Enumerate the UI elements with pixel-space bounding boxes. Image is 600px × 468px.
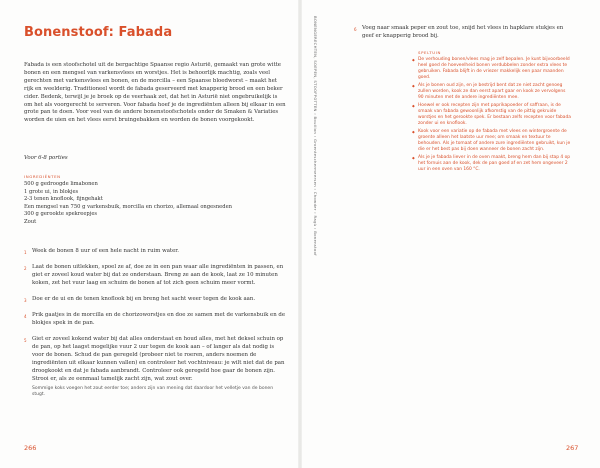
method-step xyxy=(24,264,286,288)
method-step xyxy=(24,296,286,304)
diamond-bullet-icon: ◆ xyxy=(412,58,415,62)
step-number: 5 xyxy=(24,337,27,343)
ingredient-item: 1 grote ui, in blokjes xyxy=(24,188,79,195)
ingredient-item: Een mengsel van 750 g varkensbuik, morcilla en chorizo, allemaal ongesneden xyxy=(24,203,232,210)
tip-text: Kook voor een variatie op de fabada met vlees en wintergroente de groente alleen het laatste uur mee; om smaak en textuur te behouden. Als je tomaat of andere zure ingrediënten gebruikt, kun je die er het best pas bij doen wanneer de bonen zacht zijn. xyxy=(418,128,571,153)
tip-text: Als je je fabada liever in de oven maakt, breng hem dan bij stap 4 op het fornuis aan de kook, dek de pan goed af en zet hem ongeveer 2 uur in een oven van 160 °C. xyxy=(418,154,571,172)
diamond-bullet-icon: ◆ xyxy=(412,103,415,108)
tips-heading: SPELTUIN xyxy=(418,50,441,55)
step-number: 4 xyxy=(24,313,27,319)
step-text: Voeg naar smaak peper en zout toe, snijd het vlees in hapklare stukjes en geef er knapperig brood bij. xyxy=(362,25,564,39)
tip-item xyxy=(412,103,572,127)
section-breadcrumb: BONENGERECHTEN, SOEPEN, STOOFPOTTEN › Bouillon › Groenteschermeersen › Chowder › Ragù › Bonenstoof xyxy=(313,16,318,256)
ingredients-list xyxy=(24,181,232,226)
step-number: 6 xyxy=(354,26,357,32)
ingredient-item: 500 g gedroogde limabonen xyxy=(24,181,98,187)
book-gutter xyxy=(298,0,302,468)
tip-item xyxy=(412,83,572,101)
step-number: 2 xyxy=(24,265,27,271)
step-text: Laat de bonen uitlekken, spoel ze af, doe ze in een pan waar alle ingrediënten in passen, en giet er zoveel koud water bij dat ze onderstaan. Breng ze aan de kook, laat ze 10 minuten koken, zet het vuur laag en schuim de bonen af tot zich geen schuim meer vormt. xyxy=(32,264,284,286)
recipe-intro: Fabada is een stoofschotel uit de bergachtige Spaanse regio Asturië, gemaakt van grote witte bonen en een mengsel van varkensvlees en worstjes. Het is behoorlijk machtig, zoals veel gerechten met varkensvlees en bonen, en de morcilla – een Spaanse bloedworst – maakt het rijk en weelderig. Traditioneel wordt de fabada geserveerd met knapperig brood en een beker cider. Bedenk, terwijl je je broek op de veerhaak zet, dat het in Asturië niet ongebruikelijk is om het als voorgerecht te serveren. Voor fabada hoef je de ingrediënten alleen bij elkaar in een grote pan te doen. Voor veel van de andere bonenstoofschotels onder de Smaken & Variaties worden de uien en het vlees eerst bruingebakken en worden de bonen voorgekookt. xyxy=(24,62,286,124)
step-text: Prik gaatjes in de morcilla en de chorizoworstjes en doe ze samen met de varkensbuik en de blokjes spek in de pan. xyxy=(32,312,286,326)
method-step xyxy=(24,336,286,398)
page-number-right: 267 xyxy=(566,444,579,452)
method-step xyxy=(24,312,286,328)
ingredient-item: Zout xyxy=(24,218,37,225)
ingredient-item: 300 g gerookte spekreepjes xyxy=(24,211,98,217)
page-number-left: 266 xyxy=(24,444,37,452)
ingredient-item: 2-3 tenen knoflook, fijngehakt xyxy=(24,196,103,202)
step-number: 3 xyxy=(24,297,27,303)
tips-list xyxy=(412,57,572,175)
step-note: Sommige koks voegen het zout eerder toe; anders zijn van mening dat daardoor het velletje van de bonen stugt. xyxy=(32,385,274,398)
method-steps xyxy=(24,248,286,407)
diamond-bullet-icon: ◆ xyxy=(412,83,415,88)
tip-item xyxy=(412,155,572,173)
method-step-continued xyxy=(354,25,574,41)
step-text: Giet er zoveel kokend water bij dat alles onderstaat en houd alles, met het deksel schuin op de pan, op het laagst mogelijke vuur 2 uur tegen de kook aan – of langer als dat nodig is voor de bonen. Schud de pan geregeld (probeer niet te roeren, anders noemen de ingrediënten uit elkaar kunnen vallen) en controleer het vochtniveau: je wilt niet dat de pan droogkookt en dat je fabada aanbrandt. Controleer ook geregeld hoe gaar de bonen zijn. Strooi er, als ze eenmaal tamelijk zacht zijn, wat zout over. xyxy=(32,336,285,382)
section-navigation xyxy=(312,16,320,256)
tip-text: Als je bonen oud zijn, en je bestrijd bent dat ze niet zacht genoeg zullen worden, kook ze dan eerst apart gaar en kook ze vervolgens 90 minuten met de andere ingrediënten mee. xyxy=(418,82,566,101)
step-number: 1 xyxy=(24,249,27,255)
method-step xyxy=(24,248,286,256)
tip-item xyxy=(412,57,572,81)
recipe-title: Bonenstoof: Fabada xyxy=(24,25,173,40)
recipe-yield: Voor 6-8 porties xyxy=(24,155,68,161)
tip-text: De verhouding bonen/vlees mag je zelf bepalen. Je kunt bijvoorbeeld heel goed de hoeveelheid bonen verdubbelen zonder extra vlees te gebruiken. Fabada blijft in de vriezer makkelijk een paar maanden goed. xyxy=(418,57,570,81)
diamond-bullet-icon: ◆ xyxy=(412,155,415,160)
tip-text: Hoewel er ook recepten zijn met paprikapoeder of saffraan, is de smaak van fabada gewoonlijk afkomstig van de pittig gekruide worstjes en het gerookte spek. Er bestaan zelfs recepten voor fabada zonder ui en knoflook. xyxy=(418,102,571,127)
ingredients-heading: INGREDIËNTEN xyxy=(24,174,61,179)
diamond-bullet-icon: ◆ xyxy=(412,129,415,134)
step-text: Week de bonen 8 uur of een hele nacht in ruim water. xyxy=(32,248,179,254)
step-text: Doe er de ui en de tenen knoflook bij en breng het sacht weer tegen de kook aan. xyxy=(32,296,256,302)
tip-item xyxy=(412,129,572,153)
